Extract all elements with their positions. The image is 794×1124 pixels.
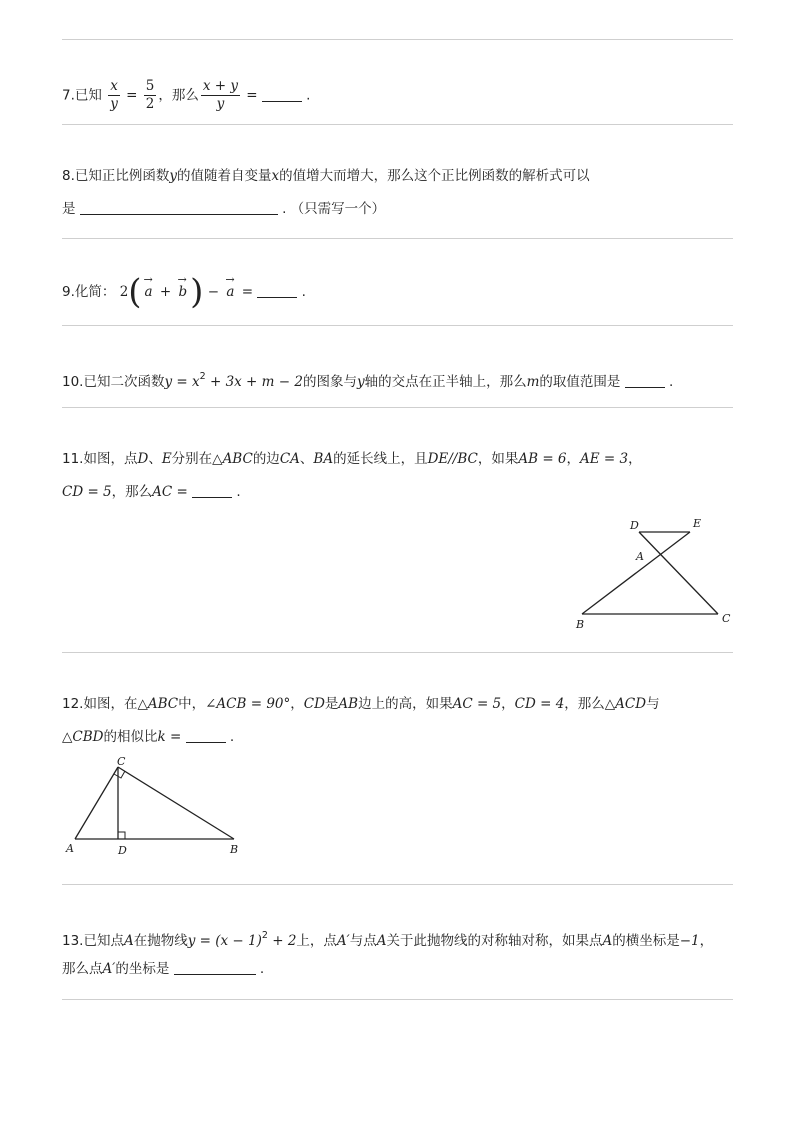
separator-q11 bbox=[62, 652, 733, 653]
question-9: 9.化简： 2( → a + → b) − → a = . bbox=[62, 272, 306, 312]
label-C: C bbox=[117, 755, 126, 768]
vector-b: → b bbox=[179, 282, 188, 302]
question-11: 11.如图，点D、E分别在△ABC的边CA、BA的延长线上，且DE//BC，如果AB = 6，AE = 3， bbox=[62, 451, 642, 467]
question-10: 10.已知二次函数$y = x^2 + 3x + m - 2$的图象与y轴的交点在正半轴上，那么m的取值范围是 . bbox=[62, 371, 674, 390]
fraction-5-over-2: $\frac{5}{2}$ bbox=[145, 78, 155, 112]
vector-arrow-icon: → bbox=[225, 273, 235, 286]
right-angle-mark-D bbox=[118, 832, 125, 839]
left-paren-icon: ( bbox=[128, 272, 142, 312]
figure-q11 bbox=[570, 510, 740, 635]
vector-a-2: → a bbox=[226, 282, 234, 302]
label-A: A bbox=[636, 550, 644, 563]
right-paren-icon: ) bbox=[190, 272, 204, 312]
fraction-x-over-y: $\frac{x}{y}$ bbox=[110, 78, 118, 112]
separator-q12 bbox=[62, 884, 733, 885]
fraction-x-plus-y-over-y: $\frac{x + y}{y}$ bbox=[202, 78, 238, 112]
segment-AC bbox=[75, 767, 118, 839]
answer-blank-q13[interactable] bbox=[174, 960, 256, 975]
segment-EB bbox=[582, 532, 690, 614]
answer-blank-q7[interactable] bbox=[262, 87, 302, 102]
question-12: 12.如图，在△ABC中，∠ACB = 90°，CD是AB边上的高，如果AC = 5，CD = 4，那么△ACD与 bbox=[62, 696, 660, 712]
vector-arrow-icon: → bbox=[177, 273, 187, 286]
answer-blank-q8[interactable] bbox=[80, 200, 278, 215]
separator-q10 bbox=[62, 407, 733, 408]
label-A: A bbox=[66, 842, 74, 855]
label-C: C bbox=[722, 612, 731, 625]
label-D: D bbox=[630, 519, 639, 532]
segment-DC bbox=[639, 532, 718, 614]
answer-blank-q12[interactable] bbox=[186, 728, 226, 743]
question-11-line-2: CD = 5，那么AC = . bbox=[62, 484, 241, 500]
question-13: 13.已知点A在抛物线$y = (x - 1)^2 + 2$上，点A′与点A关于此抛物线的对称轴对称，如果点A的横坐标是−1， bbox=[62, 930, 714, 949]
question-12-line-2: △CBD的相似比k = . bbox=[62, 729, 235, 745]
answer-blank-q10[interactable] bbox=[625, 373, 665, 388]
label-B: B bbox=[576, 618, 585, 631]
question-8-line-2: 是 . （只需写一个） bbox=[62, 201, 386, 217]
separator-q9 bbox=[62, 325, 733, 326]
vector-a: → a bbox=[145, 282, 153, 302]
separator-top bbox=[62, 39, 733, 40]
answer-blank-q9[interactable] bbox=[257, 283, 297, 298]
label-D: D bbox=[118, 844, 127, 857]
label-B: B bbox=[230, 843, 239, 856]
separator-q7 bbox=[62, 124, 733, 125]
vector-arrow-icon: → bbox=[143, 273, 153, 286]
segment-CB bbox=[118, 767, 234, 839]
separator-q8 bbox=[62, 238, 733, 239]
question-7: 7.已知 $\frac{x}{y}$ = $\frac{5}{2}$ ，那么 $\frac{x + y}{y}$ = . bbox=[62, 78, 311, 112]
figure-q12 bbox=[60, 755, 250, 860]
separator-q13 bbox=[62, 999, 733, 1000]
answer-blank-q11[interactable] bbox=[192, 483, 232, 498]
question-13-line-2: 那么点A′的坐标是 . bbox=[62, 961, 265, 977]
question-8: 8.已知正比例函数y的值随着自变量x的值增大而增大，那么这个正比例函数的解析式可以 bbox=[62, 168, 590, 184]
label-E: E bbox=[693, 517, 702, 530]
